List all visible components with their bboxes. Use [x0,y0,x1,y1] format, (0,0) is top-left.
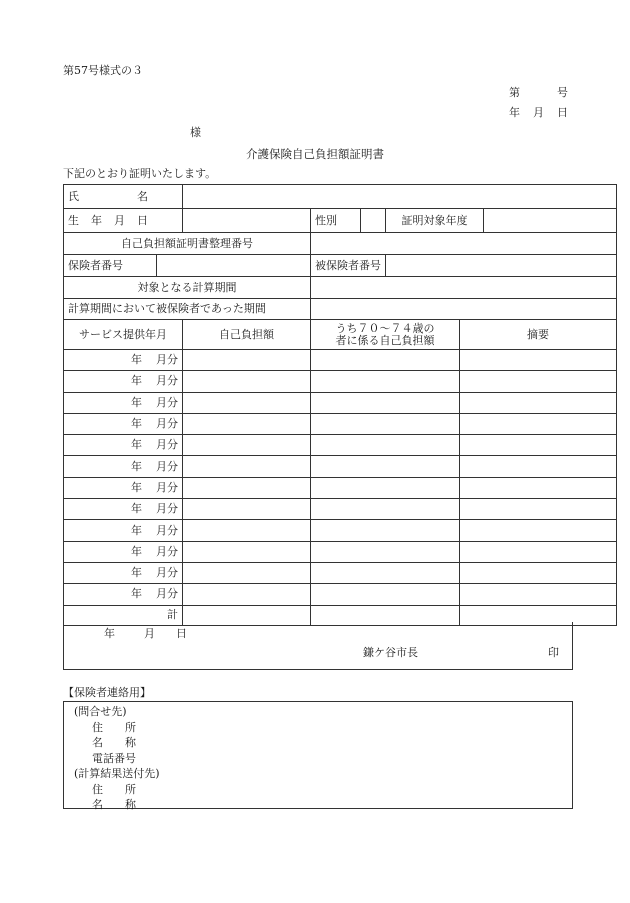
age-70-74-cell[interactable] [311,371,460,392]
service-month-cell[interactable]: 年 月分 [64,350,183,371]
insured-period-field[interactable] [311,299,617,320]
remarks-cell[interactable] [460,541,617,562]
cert-number-label: 自己負担額証明書整理番号 [64,233,311,255]
self-burden-cell[interactable] [183,541,311,562]
month-row [64,435,617,456]
self-burden-cell[interactable] [183,499,311,520]
month-row [64,541,617,562]
inquiry-name-label: 名 称 [92,736,136,749]
month-row [64,371,617,392]
calc-period-field[interactable] [311,277,617,299]
issue-date-day: 日 [557,106,568,119]
birth-row [64,209,617,233]
col-self-burden: 自己負担額 [183,320,311,350]
insured-period-row [64,299,617,320]
cert-year-field[interactable] [484,209,617,233]
contact-heading: 【保険者連絡用】 [63,686,151,699]
inquiry-address-label: 住 所 [92,720,136,734]
remarks-cell[interactable] [460,456,617,477]
send-label: (計算結果送付先) [74,767,160,780]
service-month-cell[interactable]: 年 月分 [64,562,183,583]
self-burden-cell[interactable] [183,371,311,392]
self-burden-cell[interactable] [183,435,311,456]
age-70-74-cell[interactable] [311,477,460,498]
service-month-cell[interactable]: 年 月分 [64,413,183,434]
month-row [64,584,617,605]
insurer-row [64,255,617,277]
age-70-74-cell[interactable] [311,541,460,562]
remarks-cell[interactable] [460,392,617,413]
cert-number-row [64,233,617,255]
age-70-74-cell[interactable] [311,499,460,520]
addressee-suffix: 様 [190,126,201,139]
issuer-name: 鎌ケ谷市長 [363,646,418,659]
remarks-cell[interactable] [460,499,617,520]
inquiry-label: (問合せ先) [74,705,127,718]
sex-label: 性別 [311,209,361,233]
issue-date-month: 月 [533,106,544,119]
form-number: 第57号様式の３ [63,64,143,77]
self-burden-cell[interactable] [183,520,311,541]
closing-block [63,622,573,670]
self-burden-cell[interactable] [183,584,311,605]
self-burden-cell[interactable] [183,413,311,434]
month-row [64,477,617,498]
service-month-cell[interactable]: 年 月分 [64,392,183,413]
service-month-cell[interactable]: 年 月分 [64,371,183,392]
month-row [64,392,617,413]
send-name-label: 名 称 [92,798,136,811]
month-row [64,562,617,583]
service-month-cell[interactable]: 年 月分 [64,456,183,477]
name-row [64,185,617,209]
age-70-74-cell[interactable] [311,413,460,434]
insured-number-label: 保険者番号 [64,255,157,277]
contact-box [63,701,573,809]
column-header-row [64,320,617,350]
service-month-cell[interactable]: 年 月分 [64,499,183,520]
service-month-cell[interactable]: 年 月分 [64,541,183,562]
issue-date-year: 年 [509,106,520,119]
remarks-cell[interactable] [460,413,617,434]
insurer-number-field[interactable] [386,255,617,277]
month-row [64,413,617,434]
service-month-cell[interactable]: 年 月分 [64,584,183,605]
birth-field[interactable] [183,209,311,233]
document-title: 介護保険自己負担額証明書 [246,147,384,161]
name-field[interactable] [183,185,617,209]
insured-number-field[interactable] [157,255,311,277]
age-70-74-cell[interactable] [311,435,460,456]
send-address-label: 住 所 [92,782,136,796]
insurer-number-label: 被保険者番号 [311,255,386,277]
col-age-70-74: うち７０～７４歳の 者に係る自己負担額 [311,320,460,350]
service-month-cell[interactable]: 年 月分 [64,477,183,498]
intro-text: 下記のとおり証明いたします。 [63,167,217,180]
total-label: 計 [64,605,183,625]
self-burden-cell[interactable] [183,456,311,477]
month-row [64,456,617,477]
sex-field[interactable] [361,209,386,233]
month-row [64,520,617,541]
self-burden-cell[interactable] [183,392,311,413]
cert-year-label: 証明対象年度 [386,209,484,233]
certificate-table [63,184,617,626]
remarks-cell[interactable] [460,350,617,371]
remarks-cell[interactable] [460,435,617,456]
calc-period-label: 対象となる計算期間 [64,277,311,299]
age-70-74-cell[interactable] [311,350,460,371]
closing-year: 年 [104,627,115,640]
remarks-cell[interactable] [460,477,617,498]
insured-period-label: 計算期間において被保険者であった期間 [64,299,311,320]
name-label: 氏 名 [64,185,183,209]
month-row [64,499,617,520]
closing-month: 月 [144,627,155,640]
seal-mark: 印 [548,646,559,659]
age-70-74-cell[interactable] [311,456,460,477]
doc-number-prefix: 第 [509,86,520,99]
inquiry-phone-label: 電話番号 [92,751,136,765]
calc-period-row [64,277,617,299]
self-burden-cell[interactable] [183,350,311,371]
service-month-cell[interactable]: 年 月分 [64,520,183,541]
age-70-74-cell[interactable] [311,584,460,605]
service-month-cell[interactable]: 年 月分 [64,435,183,456]
age-70-74-cell[interactable] [311,392,460,413]
self-burden-cell[interactable] [183,477,311,498]
remarks-cell[interactable] [460,562,617,583]
month-row [64,350,617,371]
closing-day: 日 [176,627,187,640]
birth-label: 生 年 月 日 [64,209,183,233]
remarks-cell[interactable] [460,520,617,541]
col-remarks: 摘要 [460,320,617,350]
doc-number-suffix: 号 [557,86,568,99]
age-70-74-cell[interactable] [311,520,460,541]
age-70-74-cell[interactable] [311,562,460,583]
cert-number-field[interactable] [311,233,617,255]
self-burden-cell[interactable] [183,562,311,583]
remarks-cell[interactable] [460,371,617,392]
col-service-month: サービス提供年月 [64,320,183,350]
remarks-cell[interactable] [460,584,617,605]
